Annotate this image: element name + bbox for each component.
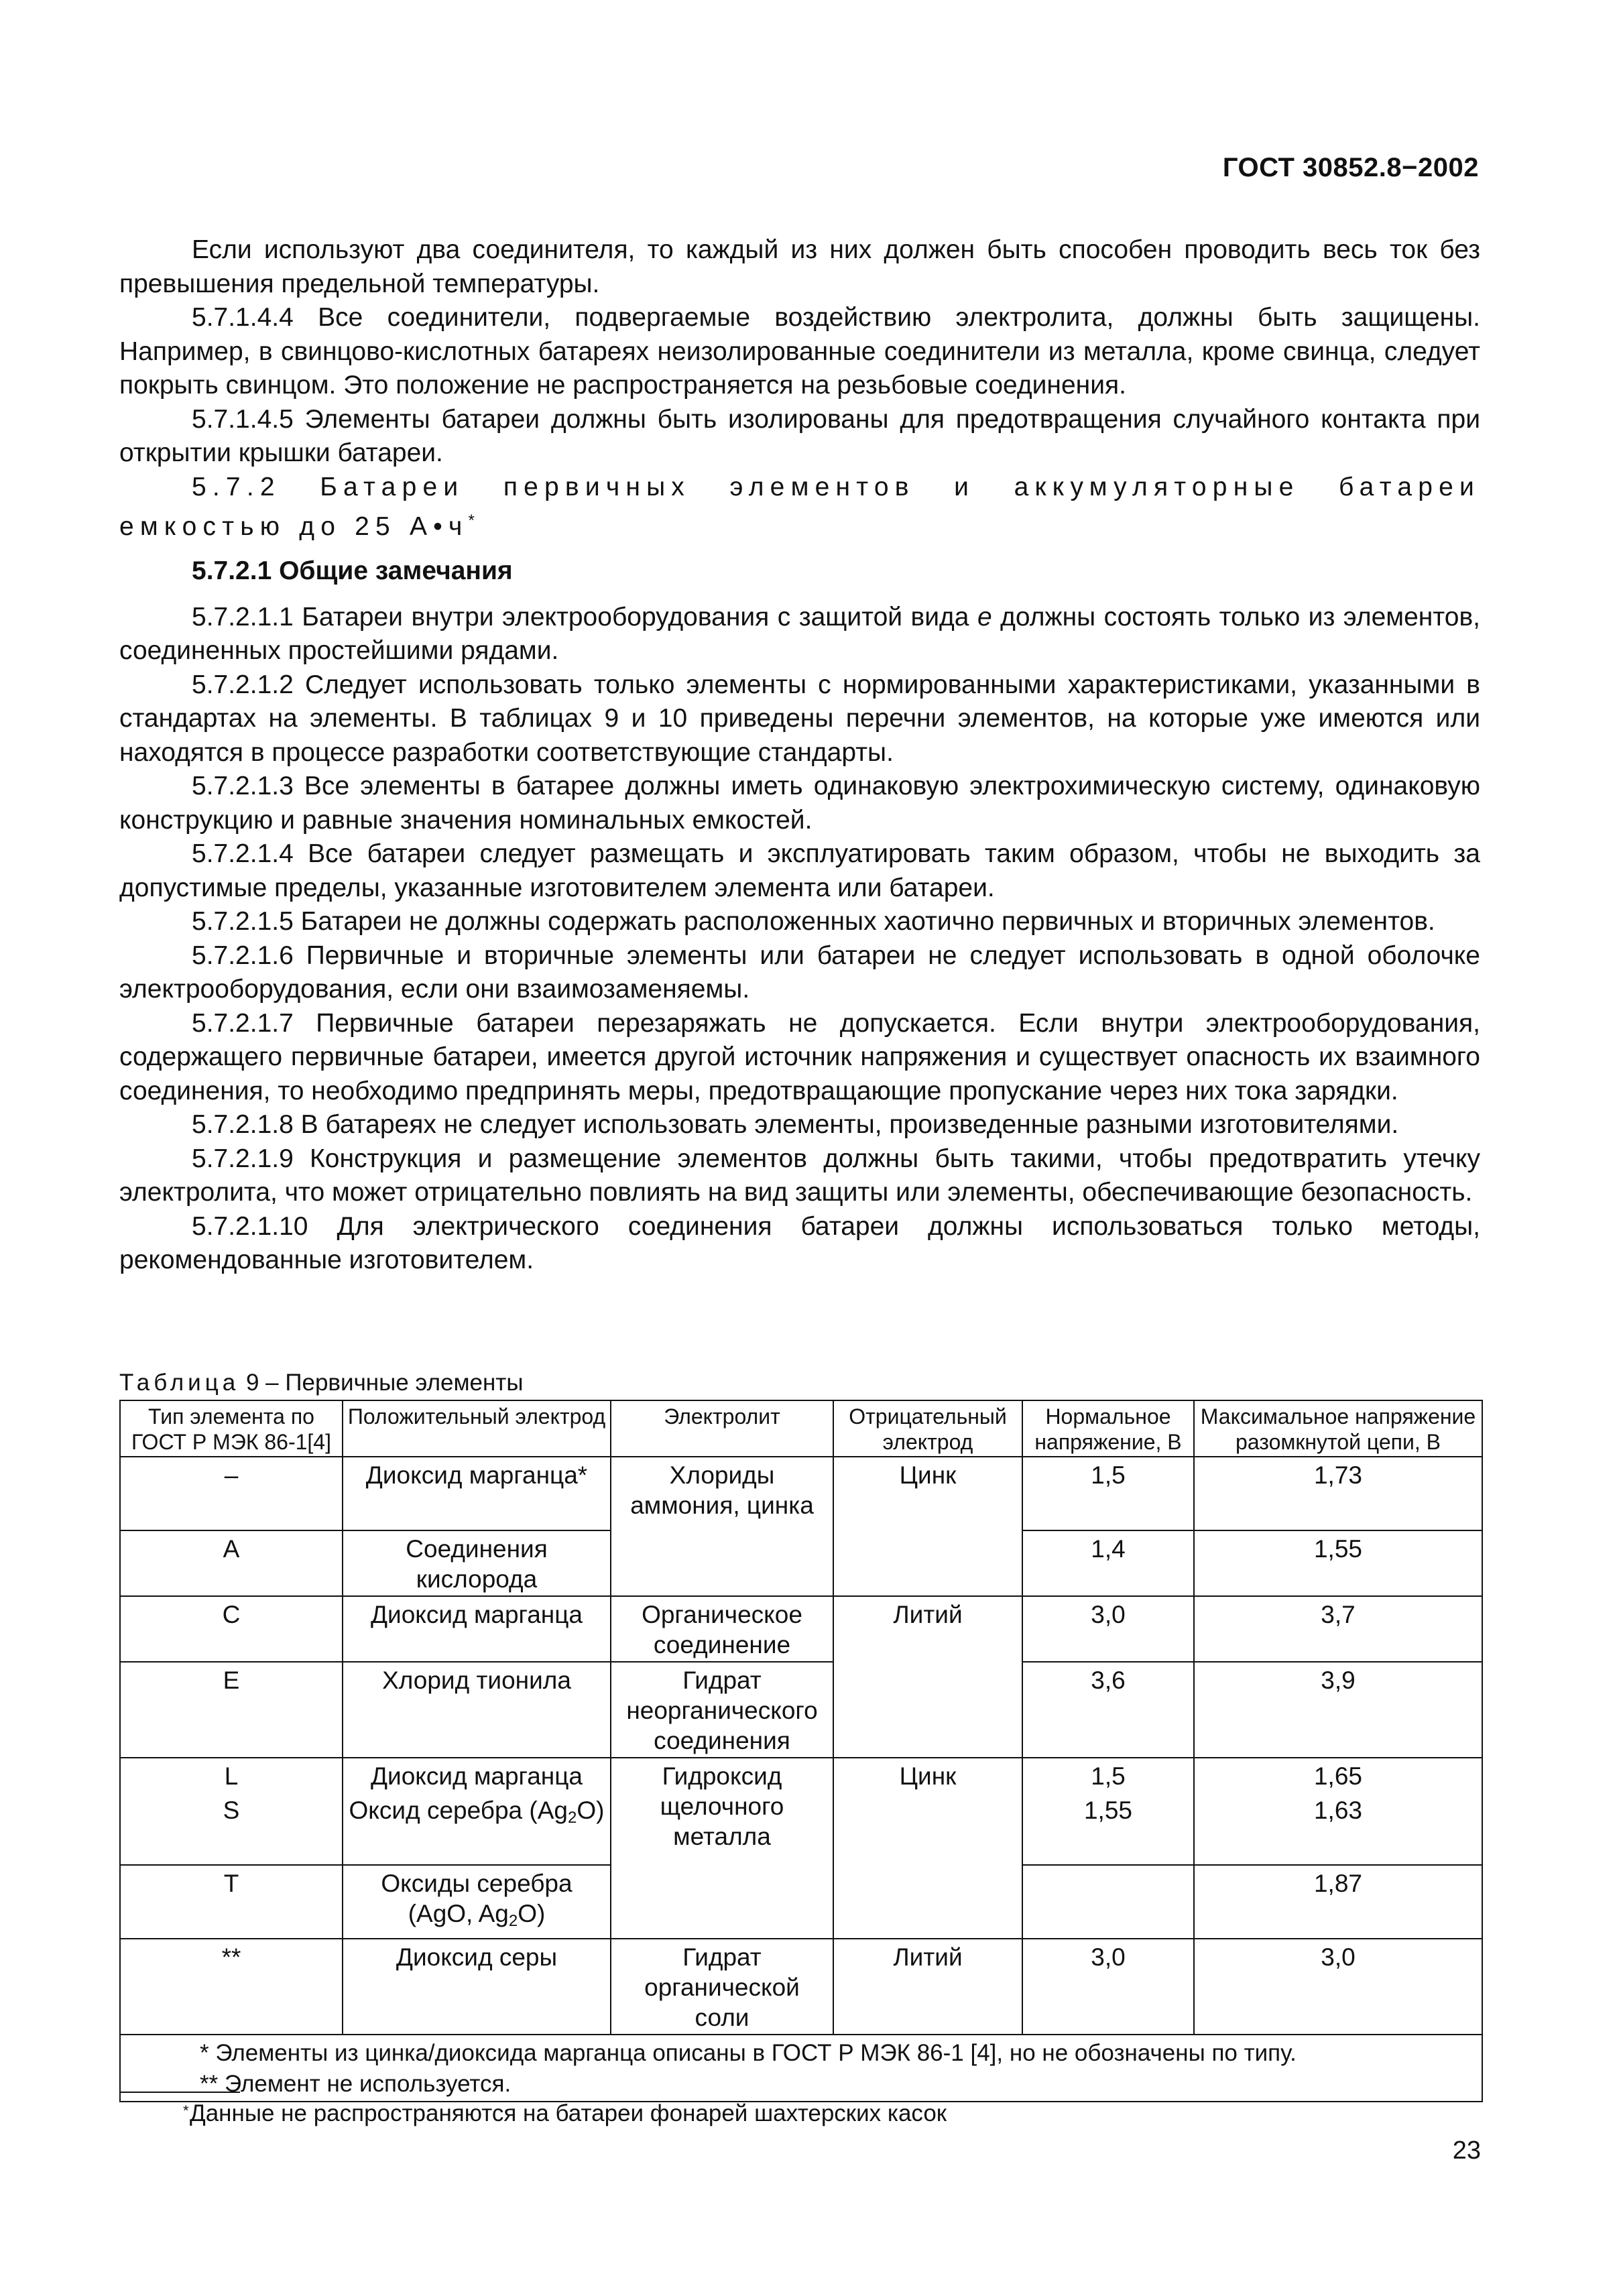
cell-type: **: [120, 1939, 343, 2035]
cell-type: C: [120, 1596, 343, 1662]
column-header: Максимальное напряжение разомкнутой цепи, В: [1194, 1400, 1482, 1457]
cell-nominal-voltage: 1,5: [1022, 1457, 1194, 1530]
table-note: ** Элемент не используется.: [200, 2071, 512, 2097]
paragraph: 5.7.2.1.2 Следует использовать только элементы с нормированными характеристиками, указанными в стандартах на элементы. В таблицах 9 и 10 приведены перечни элементов, на которые уже имеются или находятся в процессе разработки соответствующие стандарты.: [119, 670, 1480, 767]
subsection-title: [119, 471, 1480, 544]
cell-max-voltage: 1,55: [1194, 1530, 1482, 1596]
cell-max-voltage: 1,63: [1194, 1793, 1482, 1865]
cell-positive-electrode: Диоксид марганца*: [343, 1457, 611, 1530]
cell-max-voltage: 3,0: [1194, 1939, 1482, 2035]
cell-type: A: [120, 1530, 343, 1596]
cell-max-voltage: 3,7: [1194, 1596, 1482, 1662]
cell-positive-electrode: Диоксид серы: [343, 1939, 611, 2035]
column-header: Тип элемента по ГОСТ Р МЭК 86-1[4]: [120, 1400, 343, 1457]
cell-electrolyte: Хлориды аммония, цинка: [611, 1457, 833, 1596]
table-title-word: Таблица: [119, 1370, 240, 1396]
cell-type: S: [120, 1793, 343, 1865]
paragraph: 5.7.2.1.8 В батареях не следует использовать элементы, произведенные разными изготовителями.: [192, 1110, 1399, 1139]
table-row: [120, 1662, 1482, 1758]
cell-negative-electrode: Цинк: [833, 1758, 1022, 1939]
table-title: [119, 1369, 524, 1397]
footnote: [183, 2098, 947, 2129]
paragraph: 5.7.1.4.4 Все соединители, подвергаемые воздействию электролита, должны быть защищены. Например, в свинцово-кислотных батареях неизолированные соединители из металла, кроме свинца, следует покрыть свинцом. Это положение не распространяется на резьбовые соединения.: [119, 303, 1480, 400]
cell-max-voltage: 1,65: [1194, 1758, 1482, 1793]
page-number: 23: [1452, 2136, 1481, 2165]
cell-nominal-voltage: [1022, 1865, 1194, 1939]
cell-nominal-voltage: 1,4: [1022, 1530, 1194, 1596]
paragraph: 5.7.1.4.5 Элементы батареи должны быть изолированы для предотвращения случайного контакта при открытии крышки батареи.: [119, 404, 1480, 467]
table-note: * Элементы из цинка/диоксида марганца описаны в ГОСТ Р МЭК 86-1 [4], но не обозначены по типу.: [200, 2040, 1297, 2066]
paragraph: 5.7.2.1.4 Все батареи следует размещать и эксплуатировать таким образом, чтобы не выходить за допустимые пределы, указанные изготовителем элемента или батареи.: [119, 839, 1480, 902]
cell-text: Оксиды серебра (AgO, Ag: [381, 1870, 573, 1927]
cell-nominal-voltage: 3,0: [1022, 1939, 1194, 2035]
cell-positive-electrode: [343, 1865, 611, 1939]
column-header: Отрицательный электрод: [833, 1400, 1022, 1457]
table-row: [120, 1457, 1482, 1530]
cell-negative-electrode: Литий: [833, 1596, 1022, 1758]
subsection-title-text: 5.7.2 Батареи первичных элементов и аккумуляторные батареи емкостью до 25 А•ч: [119, 472, 1480, 541]
cell-text: O): [577, 1797, 605, 1824]
cell-positive-electrode: Диоксид марганца: [343, 1596, 611, 1662]
paragraph: 5.7.2.1.9 Конструкция и размещение элементов должны быть такими, чтобы предотвратить утечку электролита, что может отрицательно повлиять на вид защиты или элементы, обеспечивающие безопасность.: [119, 1144, 1480, 1207]
document-id: ГОСТ 30852.8−2002: [1222, 153, 1479, 182]
paragraph: 5.7.2.1.10 Для электрического соединения батареи должны использоваться только методы, рекомендованные изготовителем.: [119, 1211, 1480, 1274]
paragraph-text: должны состоять только из элементов, соединенных простейшими рядами.: [119, 602, 1480, 665]
footnote-marker: *: [183, 2102, 189, 2119]
cell-max-voltage: 1,73: [1194, 1457, 1482, 1530]
table-title-text: 9 – Первичные элементы: [239, 1370, 524, 1396]
table-row: [120, 1596, 1482, 1662]
footnote-text: Данные не распространяются на батареи фонарей шахтерских касок: [190, 2100, 947, 2126]
cell-text: Оксид серебра (Ag: [349, 1797, 568, 1824]
cell-nominal-voltage: 1,55: [1022, 1793, 1194, 1865]
footnote-marker: *: [468, 511, 475, 530]
cell-type: L: [120, 1758, 343, 1793]
cell-type: E: [120, 1662, 343, 1758]
subscript: 2: [567, 1809, 577, 1827]
cell-positive-electrode: Хлорид тионила: [343, 1662, 611, 1758]
cell-negative-electrode: Цинк: [833, 1457, 1022, 1596]
cell-nominal-voltage: 3,0: [1022, 1596, 1194, 1662]
cell-nominal-voltage: 1,5: [1022, 1758, 1194, 1793]
cell-nominal-voltage: 3,6: [1022, 1662, 1194, 1758]
paragraph: 5.7.2.1.5 Батареи не должны содержать расположенных хаотично первичных и вторичных элементов.: [192, 907, 1435, 936]
paragraph: 5.7.2.1.7 Первичные батареи перезаряжать не допускается. Если внутри электрооборудования, содержащего первичные батареи, имеется другой источник напряжения и существует опасность их взаимного соединения, то необходимо предпринять меры, предотвращающие пропускание через них тока зарядки.: [119, 1008, 1480, 1105]
paragraph: 5.7.2.1.6 Первичные и вторичные элементы или батареи не следует использовать в одной оболочке электрооборудования, если они взаимозаменяемы.: [119, 941, 1480, 1004]
cell-type: –: [120, 1457, 343, 1530]
cell-positive-electrode: [343, 1793, 611, 1865]
cell-text: O): [518, 1900, 546, 1927]
cell-positive-electrode: Диоксид марганца: [343, 1758, 611, 1793]
protection-type-letter: е: [977, 602, 992, 631]
subscript: 2: [508, 1912, 518, 1930]
table-row: [120, 1758, 1482, 1793]
cell-electrolyte: Органическое соединение: [611, 1596, 833, 1662]
column-header: Нормальное напряжение, В: [1022, 1400, 1194, 1457]
section-heading: 5.7.2.1 Общие замечания: [192, 556, 513, 585]
table-notes-row: [120, 2035, 1482, 2102]
table-notes: [120, 2035, 1482, 2102]
paragraph: 5.7.2.1.3 Все элементы в батарее должны иметь одинаковую электрохимическую систему, одинаковую конструкцию и равные значения номинальных емкостей.: [119, 772, 1480, 835]
cell-max-voltage: 1,87: [1194, 1865, 1482, 1939]
paragraph: [119, 601, 1480, 668]
cell-max-voltage: 3,9: [1194, 1662, 1482, 1758]
cell-type: T: [120, 1865, 343, 1939]
table-header-row: [120, 1400, 1482, 1457]
body-text: [119, 233, 1480, 1278]
column-header: Положительный электрод: [343, 1400, 611, 1457]
cell-electrolyte: Гидрат органической соли: [611, 1939, 833, 2035]
paragraph: Если используют два соединителя, то каждый из них должен быть способен проводить весь ток без превышения предельной температуры.: [119, 235, 1480, 298]
column-header: Электролит: [611, 1400, 833, 1457]
cell-positive-electrode: Соединения кислорода: [343, 1530, 611, 1596]
cell-negative-electrode: Литий: [833, 1939, 1022, 2035]
footnote-divider: [119, 2092, 240, 2093]
cell-electrolyte: Гидрат неорганического соединения: [611, 1662, 833, 1758]
primary-cells-table: [119, 1400, 1483, 2102]
table-row: [120, 1939, 1482, 2035]
cell-electrolyte: Гидроксид щелочного металла: [611, 1758, 833, 1939]
paragraph-text: 5.7.2.1.1 Батареи внутри электрооборудования с защитой вида: [192, 602, 977, 631]
